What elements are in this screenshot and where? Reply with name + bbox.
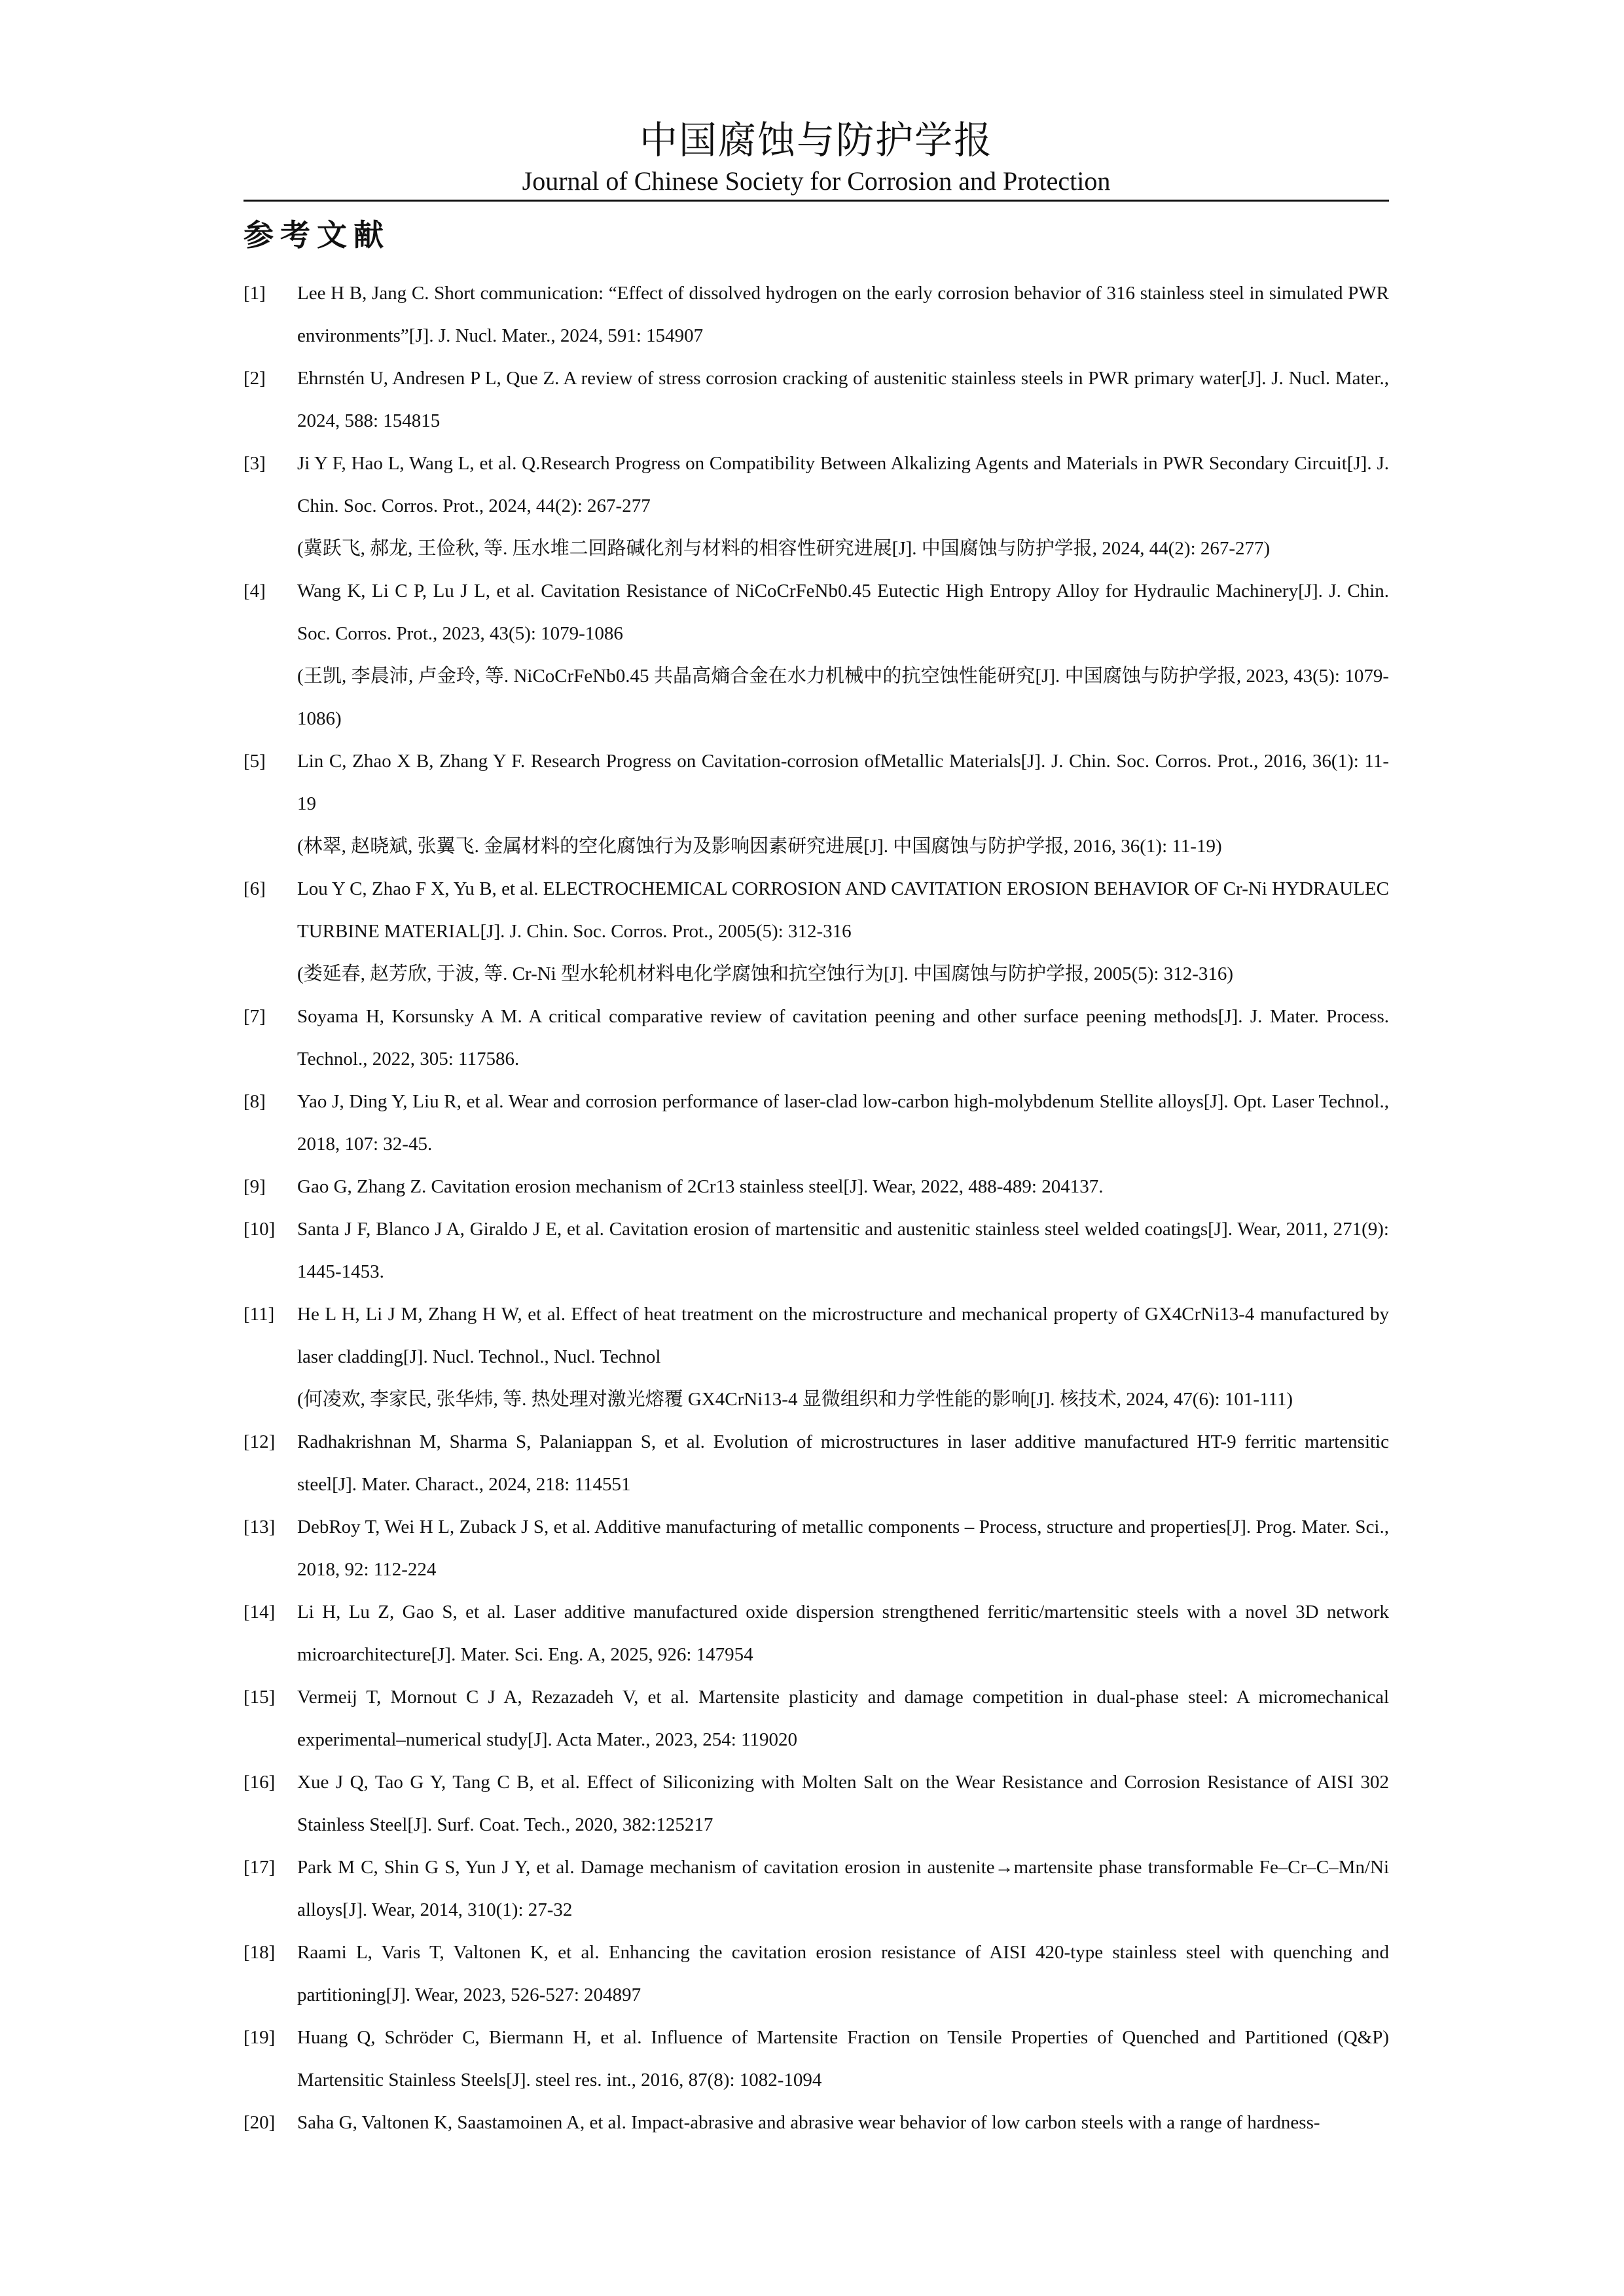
reference-text: Wang K, Li C P, Lu J L, et al. Cavitation Resistance of NiCoCrFeNb0.45 Eutectic High Entropy Alloy for Hydraulic Machinery[J]. J. Chin. Soc. Corros. Prot., 2023, 43(5): 1079-1086: [297, 581, 1389, 644]
journal-title-cn: 中国腐蚀与防护学报: [639, 119, 993, 162]
journal-title-en: Journal of Chinese Society for Corrosion and Protection: [522, 166, 1111, 196]
reference-item: [244, 2017, 1389, 2102]
reference-text: Saha G, Valtonen K, Saastamoinen A, et al. Impact-abrasive and abrasive wear behavior of low carbon steels with a range of hardness-: [297, 2112, 1320, 2133]
reference-text-cn: (王凯, 李晨沛, 卢金玲, 等. NiCoCrFeNb0.45 共晶高熵合金在水力机械中的抗空蚀性能研究[J]. 中国腐蚀与防护学报, 2023, 43(5): 1079-1086): [297, 666, 1389, 729]
reference-number: [20]: [244, 2112, 276, 2133]
reference-text: Li H, Lu Z, Gao S, et al. Laser additive manufactured oxide dispersion strengthened ferritic/martensitic steels with a novel 3D network microarchitecture[J]. Mater. Sci. Eng. A, 2025, 926: 147954: [297, 1602, 1389, 1665]
reference-item: [244, 272, 1389, 357]
reference-number: [1]: [244, 283, 266, 304]
reference-item: [244, 1506, 1389, 1591]
reference-item: [244, 1676, 1389, 1761]
reference-item: [244, 996, 1389, 1081]
reference-text: Radhakrishnan M, Sharma S, Palaniappan S, et al. Evolution of microstructures in laser additive manufactured HT-9 ferritic martensitic steel[J]. Mater. Charact., 2024, 218: 114551: [297, 1431, 1389, 1495]
reference-number: [8]: [244, 1091, 266, 1112]
reference-text: Lee H B, Jang C. Short communication: “Effect of dissolved hydrogen on the early corrosion behavior of 316 stainless steel in simulated PWR environments”[J]. J. Nucl. Mater., 2024, 591: 154907: [297, 283, 1389, 346]
reference-number: [13]: [244, 1516, 276, 1537]
reference-text: Ehrnstén U, Andresen P L, Que Z. A review of stress corrosion cracking of austenitic stainless steels in PWR primary water[J]. J. Nucl. Mater., 2024, 588: 154815: [297, 368, 1389, 431]
reference-item: [244, 1591, 1389, 1676]
reference-number: [16]: [244, 1772, 276, 1793]
reference-number: [14]: [244, 1602, 276, 1623]
reference-text: Santa J F, Blanco J A, Giraldo J E, et al. Cavitation erosion of martensitic and austenitic stainless steel welded coatings[J]. Wear, 2011, 271(9): 1445-1453.: [297, 1219, 1389, 1282]
reference-number: [4]: [244, 581, 266, 601]
reference-item: [244, 357, 1389, 442]
reference-text-cn: (娄延春, 赵芳欣, 于波, 等. Cr-Ni 型水轮机材料电化学腐蚀和抗空蚀行为[J]. 中国腐蚀与防护学报, 2005(5): 312-316): [297, 963, 1234, 984]
reference-item: [244, 570, 1389, 740]
section-title: 参考文献: [244, 219, 390, 252]
reference-number: [5]: [244, 751, 266, 772]
reference-text: DebRoy T, Wei H L, Zuback J S, et al. Additive manufacturing of metallic components – Process, structure and properties[J]. Prog. Mater. Sci., 2018, 92: 112-224: [297, 1516, 1389, 1580]
reference-item: [244, 740, 1389, 868]
reference-number: [11]: [244, 1304, 275, 1325]
reference-text: He L H, Li J M, Zhang H W, et al. Effect of heat treatment on the microstructure and mechanical property of GX4CrNi13-4 manufactured by laser cladding[J]. Nucl. Technol., Nucl. Technol: [297, 1304, 1389, 1367]
reference-text-cn: (林翠, 赵晓斌, 张翼飞. 金属材料的空化腐蚀行为及影响因素研究进展[J]. 中国腐蚀与防护学报, 2016, 36(1): 11-19): [297, 836, 1222, 857]
reference-item: [244, 2102, 1389, 2144]
reference-item: [244, 442, 1389, 570]
reference-number: [19]: [244, 2027, 276, 2048]
reference-number: [6]: [244, 878, 266, 899]
reference-text: Vermeij T, Mornout C J A, Rezazadeh V, et al. Martensite plasticity and damage competition in dual-phase steel: A micromechanical experimental–numerical study[J]. Acta Mater., 2023, 254: 119020: [297, 1687, 1389, 1750]
reference-text: Gao G, Zhang Z. Cavitation erosion mechanism of 2Cr13 stainless steel[J]. Wear, 2022, 488-489: 204137.: [297, 1176, 1104, 1197]
reference-number: [17]: [244, 1857, 276, 1878]
reference-number: [10]: [244, 1219, 276, 1240]
reference-item: [244, 1208, 1389, 1293]
reference-number: [9]: [244, 1176, 266, 1197]
reference-number: [2]: [244, 368, 266, 389]
reference-number: [3]: [244, 453, 266, 474]
reference-item: [244, 1081, 1389, 1166]
reference-list: [244, 272, 1389, 2144]
reference-text: Huang Q, Schröder C, Biermann H, et al. Influence of Martensite Fraction on Tensile Properties of Quenched and Partitioned (Q&P) Martensitic Stainless Steels[J]. steel res. int., 2016, 87(8): 1082-1094: [297, 2027, 1389, 2090]
reference-item: [244, 1761, 1389, 1846]
reference-number: [12]: [244, 1431, 276, 1452]
reference-item: [244, 1931, 1389, 2017]
reference-number: [7]: [244, 1006, 266, 1027]
reference-item: [244, 1846, 1389, 1931]
reference-number: [15]: [244, 1687, 276, 1708]
reference-item: [244, 1293, 1389, 1421]
journal-header: [244, 118, 1389, 199]
reference-text: Park M C, Shin G S, Yun J Y, et al. Damage mechanism of cavitation erosion in austenite→martensite phase transformable Fe–Cr–C–Mn/Ni alloys[J]. Wear, 2014, 310(1): 27-32: [297, 1857, 1389, 1920]
reference-text: Xue J Q, Tao G Y, Tang C B, et al. Effect of Siliconizing with Molten Salt on the Wear Resistance and Corrosion Resistance of AISI 302 Stainless Steel[J]. Surf. Coat. Tech., 2020, 382:125217: [297, 1772, 1389, 1835]
reference-text-cn: (何凌欢, 李家民, 张华炜, 等. 热处理对激光熔覆 GX4CrNi13-4 显微组织和力学性能的影响[J]. 核技术, 2024, 47(6): 101-111): [297, 1389, 1293, 1410]
reference-text: Lin C, Zhao X B, Zhang Y F. Research Progress on Cavitation-corrosion ofMetallic Materials[J]. J. Chin. Soc. Corros. Prot., 2016, 36(1): 11-19: [297, 751, 1389, 814]
header-divider: [244, 200, 1389, 202]
reference-text: Ji Y F, Hao L, Wang L, et al. Q.Research Progress on Compatibility Between Alkalizing Agents and Materials in PWR Secondary Circuit[J]. J. Chin. Soc. Corros. Prot., 2024, 44(2): 267-277: [297, 453, 1389, 516]
reference-text: Lou Y C, Zhao F X, Yu B, et al. ELECTROCHEMICAL CORROSION AND CAVITATION EROSION BEHAVIOR OF Cr-Ni HYDRAULEC TURBINE MATERIAL[J]. J. Chin. Soc. Corros. Prot., 2005(5): 312-316: [297, 878, 1389, 942]
reference-item: [244, 1421, 1389, 1506]
reference-number: [18]: [244, 1942, 276, 1963]
reference-text-cn: (冀跃飞, 郝龙, 王俭秋, 等. 压水堆二回路碱化剂与材料的相容性研究进展[J]. 中国腐蚀与防护学报, 2024, 44(2): 267-277): [297, 538, 1271, 559]
reference-item: [244, 1166, 1389, 1208]
reference-text: Raami L, Varis T, Valtonen K, et al. Enhancing the cavitation erosion resistance of AISI 420-type stainless steel with quenching and partitioning[J]. Wear, 2023, 526-527: 204897: [297, 1942, 1389, 2005]
reference-text: Soyama H, Korsunsky A M. A critical comparative review of cavitation peening and other surface peening methods[J]. J. Mater. Process. Technol., 2022, 305: 117586.: [297, 1006, 1389, 1069]
reference-text: Yao J, Ding Y, Liu R, et al. Wear and corrosion performance of laser-clad low-carbon high-molybdenum Stellite alloys[J]. Opt. Laser Technol., 2018, 107: 32-45.: [297, 1091, 1389, 1155]
reference-item: [244, 868, 1389, 996]
